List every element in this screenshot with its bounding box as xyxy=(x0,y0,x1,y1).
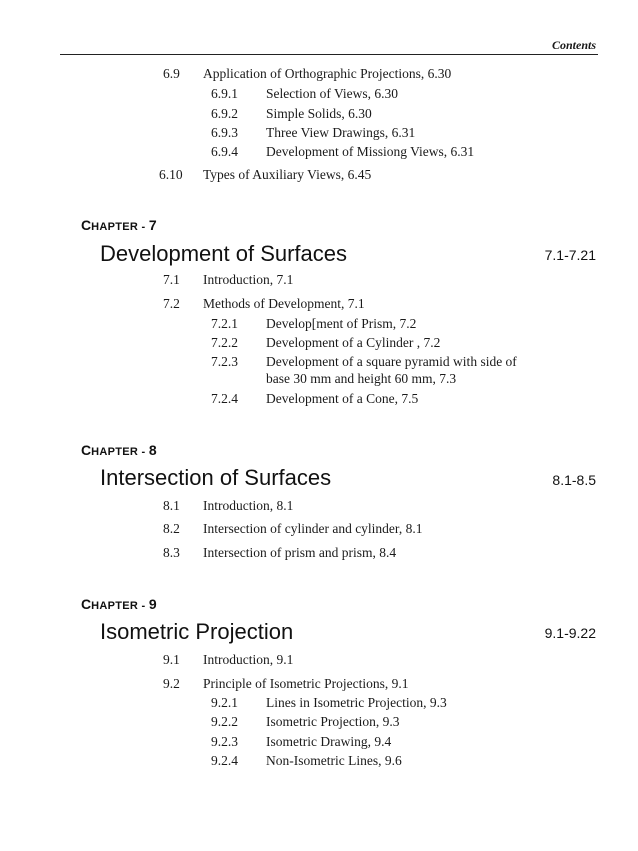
toc-entry-number: 6.9 xyxy=(163,66,180,81)
toc-entry-number: 9.2 xyxy=(163,676,180,691)
toc-entry-text: Types of Auxiliary Views, 6.45 xyxy=(203,167,372,182)
toc-entry-text: Isometric Projection, 9.3 xyxy=(266,714,400,729)
toc-entry-number: 9.2.3 xyxy=(211,734,238,749)
toc-entry-number: 8.1 xyxy=(163,498,180,513)
toc-entry-text: Lines in Isometric Projection, 9.3 xyxy=(266,695,447,710)
chapter-label: CHAPTER - 7 xyxy=(81,217,157,233)
toc-entry-text: Principle of Isometric Projections, 9.1 xyxy=(203,676,409,691)
toc-entry-number: 7.2.4 xyxy=(211,391,238,406)
toc-entry-text: Development of a Cylinder , 7.2 xyxy=(266,335,441,350)
toc-entry-text-continued: base 30 mm and height 60 mm, 7.3 xyxy=(266,371,457,386)
toc-entry-text: Isometric Drawing, 9.4 xyxy=(266,734,392,749)
toc-entry-number: 6.9.1 xyxy=(211,86,238,101)
chapter-label: CHAPTER - 8 xyxy=(81,442,157,458)
toc-entry-text: Methods of Development, 7.1 xyxy=(203,296,365,311)
toc-entry-text: Development of a square pyramid with side of xyxy=(266,354,517,369)
toc-entry-number: 6.9.4 xyxy=(211,144,238,159)
toc-entry-text: Intersection of cylinder and cylinder, 8.1 xyxy=(203,521,423,536)
chapter-label: CHAPTER - 9 xyxy=(81,596,157,612)
toc-entry-text: Non-Isometric Lines, 9.6 xyxy=(266,753,402,768)
toc-entry-number: 7.1 xyxy=(163,272,180,287)
toc-entry-number: 7.2.3 xyxy=(211,354,238,369)
toc-entry-text: Introduction, 9.1 xyxy=(203,652,294,667)
toc-entry-number: 8.3 xyxy=(163,545,180,560)
toc-entry-number: 9.1 xyxy=(163,652,180,667)
toc-entry-number: 6.10 xyxy=(159,167,183,182)
chapter-title: Intersection of Surfaces xyxy=(100,465,332,490)
toc-entry-text: Development of a Cone, 7.5 xyxy=(266,391,419,406)
toc-entry-text: Simple Solids, 6.30 xyxy=(266,106,372,121)
toc-entry-number: 6.9.3 xyxy=(211,125,238,140)
toc-entry-text: Introduction, 7.1 xyxy=(203,272,294,287)
chapter-title: Development of Surfaces xyxy=(100,241,348,266)
toc-entry-text: Application of Orthographic Projections, 6.30 xyxy=(203,66,452,81)
toc-entry-number: 9.2.2 xyxy=(211,714,238,729)
toc-entry-text: Intersection of prism and prism, 8.4 xyxy=(203,545,397,560)
toc-entry-text: Introduction, 8.1 xyxy=(203,498,294,513)
toc-entry-text: Develop[ment of Prism, 7.2 xyxy=(266,316,417,331)
chapter-page-range: 9.1-9.22 xyxy=(544,625,596,641)
toc-entry-number: 6.9.2 xyxy=(211,106,238,121)
chapter-page-range: 8.1-8.5 xyxy=(552,472,596,488)
toc-entry-text: Three View Drawings, 6.31 xyxy=(266,125,416,140)
toc-entry-number: 7.2 xyxy=(163,296,180,311)
running-header-title: Contents xyxy=(551,38,596,52)
toc-entry-number: 7.2.1 xyxy=(211,316,238,331)
toc-entry-number: 9.2.4 xyxy=(211,753,238,768)
toc-entry-number: 9.2.1 xyxy=(211,695,238,710)
chapter-title: Isometric Projection xyxy=(100,619,294,644)
chapter-page-range: 7.1-7.21 xyxy=(544,247,596,263)
toc-entry-number: 8.2 xyxy=(163,521,180,536)
header-rule xyxy=(60,54,598,55)
toc-entry-text: Development of Missiong Views, 6.31 xyxy=(266,144,475,159)
toc-entry-number: 7.2.2 xyxy=(211,335,238,350)
toc-entry-text: Selection of Views, 6.30 xyxy=(266,86,399,101)
